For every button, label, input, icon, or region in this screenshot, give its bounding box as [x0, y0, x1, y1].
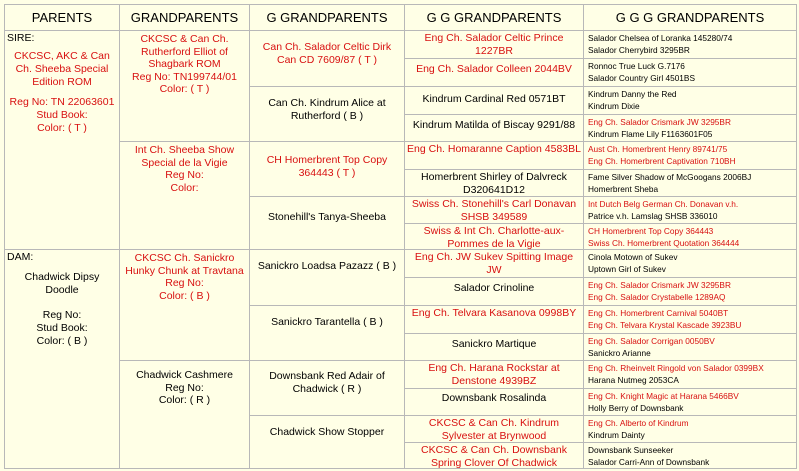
dam-heading: DAM:: [7, 251, 34, 263]
grandparent-name: CKCSC & Can Ch. Rutherford Elliot of Shagbark ROM: [140, 33, 229, 70]
ggg-grandparent-dam: Sanickro Arianne: [588, 348, 651, 358]
g-grandparent-cell[interactable]: Sanickro Tarantella ( B ): [249, 305, 405, 361]
header-ggg-grandparents: G G G GRANDPARENTS: [583, 4, 797, 31]
grandparent-cell[interactable]: [119, 249, 250, 361]
gg-grandparent-cell[interactable]: Kindrum Matilda of Biscay 9291/88: [404, 114, 584, 142]
gg-grandparent-cell[interactable]: Salador Crinoline: [404, 277, 584, 306]
g-grandparent-cell[interactable]: Can Ch. Salador Celtic Dirk Can CD 7609/87 ( T ): [249, 30, 405, 87]
ggg-grandparent-cell[interactable]: [583, 114, 797, 142]
ggg-grandparent-dam: Salador Country Girl 4501BS: [588, 73, 695, 83]
ggg-grandparent-cell[interactable]: [583, 415, 797, 443]
ggg-grandparent-sire: Fame Silver Shadow of McGoogans 2006BJ: [588, 172, 752, 182]
ggg-grandparent-cell[interactable]: [583, 249, 797, 278]
g-grandparent-cell[interactable]: CH Homerbrent Top Copy 364443 ( T ): [249, 141, 405, 197]
sire-reg: Reg No: TN 22063601: [9, 96, 115, 108]
g-grandparent-cell[interactable]: Stonehill's Tanya-Sheeba: [249, 196, 405, 250]
header-gg-grandparents: G G GRANDPARENTS: [404, 4, 584, 31]
grandparent-reg: Reg No:: [165, 169, 204, 181]
ggg-grandparent-sire: Cinola Motown of Sukev: [588, 252, 678, 262]
dam-color: Color: ( B ): [36, 335, 88, 347]
ggg-grandparent-sire: Eng Ch. Salador Corrigan 0050BV: [588, 336, 715, 346]
grandparent-color: Color: ( T ): [159, 83, 210, 95]
dam-cell[interactable]: [4, 249, 120, 469]
ggg-grandparent-sire: Ronnoc True Luck G.7176: [588, 61, 685, 71]
ggg-grandparent-cell[interactable]: [583, 86, 797, 115]
grandparent-cell[interactable]: [119, 30, 250, 142]
ggg-grandparent-dam: Uptown Girl of Sukev: [588, 264, 666, 274]
grandparent-name: CKCSC Ch. Sanickro Hunky Chunk at Travtana: [125, 252, 244, 277]
header-parents: PARENTS: [4, 4, 120, 31]
gg-grandparent-cell[interactable]: Homerbrent Shirley of Dalvreck D320641D12: [404, 169, 584, 197]
ggg-grandparent-dam: Homerbrent Sheba: [588, 184, 659, 194]
ggg-grandparent-cell[interactable]: [583, 388, 797, 416]
gg-grandparent-cell[interactable]: Eng Ch. Telvara Kasanova 0998BY: [404, 305, 584, 334]
sire-cell[interactable]: [4, 30, 120, 250]
ggg-grandparent-dam: Swiss Ch. Homerbrent Quotation 364444: [588, 238, 740, 248]
ggg-grandparent-sire: Eng Ch. Rheinvelt Ringold von Salador 0399BX: [588, 363, 764, 373]
ggg-grandparent-cell[interactable]: [583, 442, 797, 469]
gg-grandparent-cell[interactable]: Eng Ch. Harana Rockstar at Denstone 4939BZ: [404, 360, 584, 389]
ggg-grandparent-sire: CH Homerbrent Top Copy 364443: [588, 226, 714, 236]
ggg-grandparent-sire: Aust Ch. Homerbrent Henry 89741/75: [588, 144, 728, 154]
grandparent-cell[interactable]: [119, 360, 250, 469]
gg-grandparent-cell[interactable]: CKCSC & Can Ch. Downsbank Spring Clover Of Chadwick: [404, 442, 584, 469]
gg-grandparent-cell[interactable]: Swiss Ch. Stonehill's Carl Donavan SHSB 349589: [404, 196, 584, 224]
dam-reg: Reg No:: [42, 309, 82, 321]
pedigree-table: [4, 4, 797, 469]
ggg-grandparent-sire: Eng Ch. Salador Crismark JW 3295BR: [588, 117, 731, 127]
dam-stud: Stud Book:: [36, 322, 88, 334]
grandparent-name: Chadwick Cashmere: [136, 369, 233, 381]
ggg-grandparent-sire: Eng Ch. Alberto of Kindrum: [588, 418, 689, 428]
header-g-grandparents: G GRANDPARENTS: [249, 4, 405, 31]
grandparent-reg: Reg No: TN199744/01: [132, 70, 237, 83]
gg-grandparent-cell[interactable]: Swiss & Int Ch. Charlotte-aux-Pommes de la Vigie: [404, 223, 584, 250]
gg-grandparent-cell[interactable]: Eng Ch. Homaranne Caption 4583BL: [404, 141, 584, 170]
ggg-grandparent-dam: Holly Berry of Downsbank: [588, 403, 684, 413]
ggg-grandparent-cell[interactable]: [583, 360, 797, 389]
ggg-grandparent-sire: Kindrum Danny the Red: [588, 89, 677, 99]
ggg-grandparent-cell[interactable]: [583, 277, 797, 306]
sire-color: Color: ( T ): [37, 122, 87, 134]
ggg-grandparent-sire: Eng Ch. Knight Magic at Harana 5466BV: [588, 391, 739, 401]
ggg-grandparent-sire: Salador Chelsea of Loranka 145280/74: [588, 33, 733, 43]
ggg-grandparent-cell[interactable]: [583, 169, 797, 197]
ggg-grandparent-cell[interactable]: [583, 305, 797, 334]
gg-grandparent-cell[interactable]: Eng Ch. Salador Colleen 2044BV: [404, 58, 584, 87]
ggg-grandparent-sire: Eng Ch. Homerbrent Carnival 5040BT: [588, 308, 729, 318]
gg-grandparent-cell[interactable]: CKCSC & Can Ch. Kindrum Sylvester at Brynwood: [404, 415, 584, 443]
g-grandparent-cell[interactable]: Sanickro Loadsa Pazazz ( B ): [249, 249, 405, 306]
gg-grandparent-cell[interactable]: Kindrum Cardinal Red 0571BT: [404, 86, 584, 115]
sire-heading: SIRE:: [7, 32, 35, 44]
ggg-grandparent-sire: Int Dutch Belg German Ch. Donavan v.h.: [588, 199, 739, 209]
header-grandparents: GRANDPARENTS: [119, 4, 250, 31]
grandparent-reg: Reg No:: [165, 381, 204, 394]
ggg-grandparent-dam: Eng Ch. Telvara Krystal Kascade 3923BU: [588, 320, 742, 330]
ggg-grandparent-dam: Kindrum Flame Lily F1163601F05: [588, 129, 713, 139]
ggg-grandparent-dam: Salador Cherrybird 3295BR: [588, 45, 690, 55]
grandparent-color: Color: ( R ): [158, 394, 211, 406]
dam-name: Chadwick Dipsy Doodle: [24, 271, 100, 296]
g-grandparent-cell[interactable]: Downsbank Red Adair of Chadwick ( R ): [249, 360, 405, 416]
ggg-grandparent-sire: Eng Ch. Salador Crismark JW 3295BR: [588, 280, 731, 290]
grandparent-name: Int Ch. Sheeba Show Special de la Vigie: [134, 144, 235, 169]
ggg-grandparent-dam: Eng Ch. Homerbrent Captivation 710BH: [588, 156, 736, 166]
gg-grandparent-cell[interactable]: Eng Ch. Salador Celtic Prince 1227BR: [404, 30, 584, 59]
gg-grandparent-cell[interactable]: Downsbank Rosalinda: [404, 388, 584, 416]
grandparent-color: Color: ( B ): [159, 289, 210, 302]
ggg-grandparent-dam: Kindrum Dixie: [588, 101, 640, 111]
ggg-grandparent-dam: Harana Nutmeg 2053CA: [588, 375, 679, 385]
gg-grandparent-cell[interactable]: Sanickro Martique: [404, 333, 584, 361]
g-grandparent-cell[interactable]: Chadwick Show Stopper: [249, 415, 405, 469]
ggg-grandparent-dam: Salador Carri-Ann of Downsbank: [588, 457, 710, 467]
g-grandparent-cell[interactable]: Can Ch. Kindrum Alice at Rutherford ( B ): [249, 86, 405, 142]
ggg-grandparent-dam: Kindrum Dainty: [588, 430, 645, 440]
ggg-grandparent-dam: Eng Ch. Salador Crystabelle 1289AQ: [588, 292, 726, 302]
grandparent-reg: Reg No:: [165, 277, 204, 289]
ggg-grandparent-cell[interactable]: [583, 333, 797, 361]
sire-stud: Stud Book:: [36, 109, 88, 121]
ggg-grandparent-dam: Patrice v.h. Lamslag SHSB 336010: [588, 211, 718, 221]
grandparent-color: Color:: [170, 181, 199, 194]
ggg-grandparent-cell[interactable]: [583, 58, 797, 87]
sire-name: CKCSC, AKC & Can Ch. Sheeba Special Edition ROM: [14, 50, 110, 88]
ggg-grandparent-cell[interactable]: [583, 30, 797, 59]
ggg-grandparent-cell[interactable]: [583, 196, 797, 224]
gg-grandparent-cell[interactable]: Eng Ch. JW Sukev Spitting Image JW: [404, 249, 584, 278]
grandparent-cell[interactable]: [119, 141, 250, 250]
ggg-grandparent-sire: Downsbank Sunseeker: [588, 445, 674, 455]
ggg-grandparent-cell[interactable]: [583, 141, 797, 170]
ggg-grandparent-cell[interactable]: [583, 223, 797, 250]
